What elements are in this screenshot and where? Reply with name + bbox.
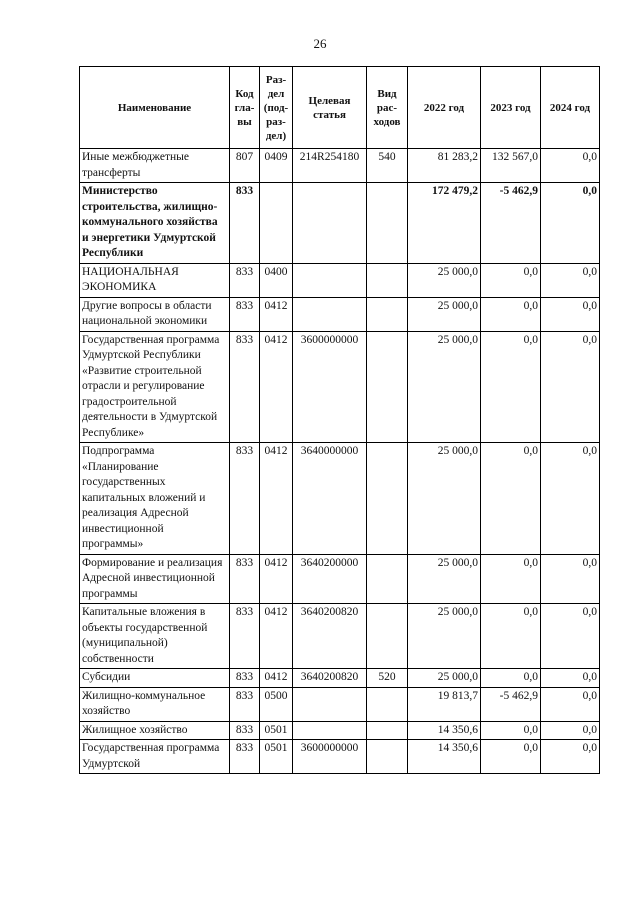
cell-vid — [367, 263, 408, 297]
page-number: 26 — [313, 36, 327, 51]
cell-y2023: -5 462,9 — [481, 687, 541, 721]
cell-kod: 833 — [230, 297, 260, 331]
budget-table — [79, 66, 600, 774]
cell-cel — [293, 183, 367, 264]
cell-y2023: 0,0 — [481, 263, 541, 297]
cell-vid — [367, 721, 408, 740]
cell-y2023: 0,0 — [481, 331, 541, 443]
cell-razdel: 0412 — [260, 331, 293, 443]
cell-y2023: 0,0 — [481, 604, 541, 669]
cell-y2024: 0,0 — [541, 297, 600, 331]
cell-y2022: 19 813,7 — [408, 687, 481, 721]
cell-cel: 3640200000 — [293, 554, 367, 604]
cell-y2022: 25 000,0 — [408, 297, 481, 331]
cell-vid — [367, 687, 408, 721]
cell-kod: 833 — [230, 740, 260, 774]
cell-razdel: 0412 — [260, 669, 293, 688]
cell-vid: 540 — [367, 149, 408, 183]
cell-y2022: 25 000,0 — [408, 263, 481, 297]
cell-y2023: 0,0 — [481, 721, 541, 740]
header-2022: 2022 год — [408, 67, 481, 149]
cell-y2023: 0,0 — [481, 740, 541, 774]
header-cel: Целевая статья — [293, 67, 367, 149]
cell-cel: 214R254180 — [293, 149, 367, 183]
cell-y2024: 0,0 — [541, 669, 600, 688]
cell-razdel — [260, 183, 293, 264]
cell-razdel: 0409 — [260, 149, 293, 183]
cell-y2024: 0,0 — [541, 721, 600, 740]
cell-razdel: 0412 — [260, 554, 293, 604]
cell-name: Формирование и реализация Адресной инвестиционной программы — [80, 554, 230, 604]
cell-y2022: 25 000,0 — [408, 554, 481, 604]
cell-y2022: 25 000,0 — [408, 604, 481, 669]
table-row — [80, 331, 600, 443]
cell-y2022: 172 479,2 — [408, 183, 481, 264]
cell-cel: 3600000000 — [293, 740, 367, 774]
table-row — [80, 183, 600, 264]
cell-name: Министерство строительства, жилищно-коммунального хозяйства и энергетики Удмуртской Республики — [80, 183, 230, 264]
table-row — [80, 443, 600, 555]
header-2024: 2024 год — [541, 67, 600, 149]
table-row — [80, 687, 600, 721]
cell-kod: 833 — [230, 443, 260, 555]
header-razdel: Раз-дел (под-раз-дел) — [260, 67, 293, 149]
cell-y2022: 14 350,6 — [408, 721, 481, 740]
cell-vid — [367, 604, 408, 669]
cell-y2024: 0,0 — [541, 687, 600, 721]
cell-y2024: 0,0 — [541, 183, 600, 264]
header-2023: 2023 год — [481, 67, 541, 149]
cell-y2022: 25 000,0 — [408, 331, 481, 443]
cell-y2024: 0,0 — [541, 604, 600, 669]
cell-y2023: 0,0 — [481, 443, 541, 555]
cell-kod: 833 — [230, 183, 260, 264]
cell-razdel: 0501 — [260, 740, 293, 774]
cell-razdel: 0412 — [260, 443, 293, 555]
cell-cel: 3600000000 — [293, 331, 367, 443]
cell-cel: 3640000000 — [293, 443, 367, 555]
cell-cel: 3640200820 — [293, 669, 367, 688]
cell-razdel: 0412 — [260, 297, 293, 331]
cell-y2022: 81 283,2 — [408, 149, 481, 183]
cell-y2023: 0,0 — [481, 669, 541, 688]
cell-name: НАЦИОНАЛЬНАЯ ЭКОНОМИКА — [80, 263, 230, 297]
cell-y2024: 0,0 — [541, 331, 600, 443]
cell-vid — [367, 331, 408, 443]
cell-y2024: 0,0 — [541, 149, 600, 183]
cell-cel — [293, 297, 367, 331]
cell-y2023: 132 567,0 — [481, 149, 541, 183]
cell-name: Капитальные вложения в объекты государственной (муниципальной) собственности — [80, 604, 230, 669]
cell-kod: 833 — [230, 669, 260, 688]
header-kod: Код гла-вы — [230, 67, 260, 149]
cell-cel — [293, 721, 367, 740]
table-row — [80, 297, 600, 331]
cell-cel — [293, 263, 367, 297]
table-body — [80, 149, 600, 774]
cell-cel — [293, 687, 367, 721]
table-row — [80, 554, 600, 604]
cell-razdel: 0501 — [260, 721, 293, 740]
cell-y2022: 25 000,0 — [408, 443, 481, 555]
cell-vid: 520 — [367, 669, 408, 688]
cell-kod: 833 — [230, 263, 260, 297]
header-name: Наименование — [80, 67, 230, 149]
cell-razdel: 0412 — [260, 604, 293, 669]
cell-name: Другие вопросы в области национальной экономики — [80, 297, 230, 331]
cell-y2024: 0,0 — [541, 263, 600, 297]
cell-name: Жилищное хозяйство — [80, 721, 230, 740]
cell-kod: 833 — [230, 721, 260, 740]
cell-kod: 833 — [230, 687, 260, 721]
header-vid: Вид рас-ходов — [367, 67, 408, 149]
cell-name: Государственная программа Удмуртской Республики «Развитие строительной отрасли и регулирование градостроительной деятельности в Удмуртской Республике» — [80, 331, 230, 443]
cell-vid — [367, 740, 408, 774]
cell-vid — [367, 183, 408, 264]
cell-vid — [367, 297, 408, 331]
cell-name: Подпрограмма «Планирование государственных капитальных вложений и реализация Адресной инвестиционной программы» — [80, 443, 230, 555]
cell-vid — [367, 554, 408, 604]
cell-y2023: 0,0 — [481, 297, 541, 331]
cell-y2023: 0,0 — [481, 554, 541, 604]
cell-y2022: 14 350,6 — [408, 740, 481, 774]
table-row — [80, 149, 600, 183]
cell-name: Жилищно-коммунальное хозяйство — [80, 687, 230, 721]
table-header-row — [80, 67, 600, 149]
table-row — [80, 669, 600, 688]
cell-y2023: -5 462,9 — [481, 183, 541, 264]
cell-kod: 833 — [230, 554, 260, 604]
cell-y2024: 0,0 — [541, 740, 600, 774]
table-row — [80, 604, 600, 669]
cell-razdel: 0400 — [260, 263, 293, 297]
cell-y2022: 25 000,0 — [408, 669, 481, 688]
cell-kod: 833 — [230, 331, 260, 443]
cell-y2024: 0,0 — [541, 554, 600, 604]
cell-name: Иные межбюджетные трансферты — [80, 149, 230, 183]
cell-cel: 3640200820 — [293, 604, 367, 669]
cell-razdel: 0500 — [260, 687, 293, 721]
cell-kod: 833 — [230, 604, 260, 669]
cell-name: Государственная программа Удмуртской — [80, 740, 230, 774]
cell-kod: 807 — [230, 149, 260, 183]
cell-name: Субсидии — [80, 669, 230, 688]
table-row — [80, 263, 600, 297]
cell-vid — [367, 443, 408, 555]
cell-y2024: 0,0 — [541, 443, 600, 555]
table-row — [80, 721, 600, 740]
table-row — [80, 740, 600, 774]
